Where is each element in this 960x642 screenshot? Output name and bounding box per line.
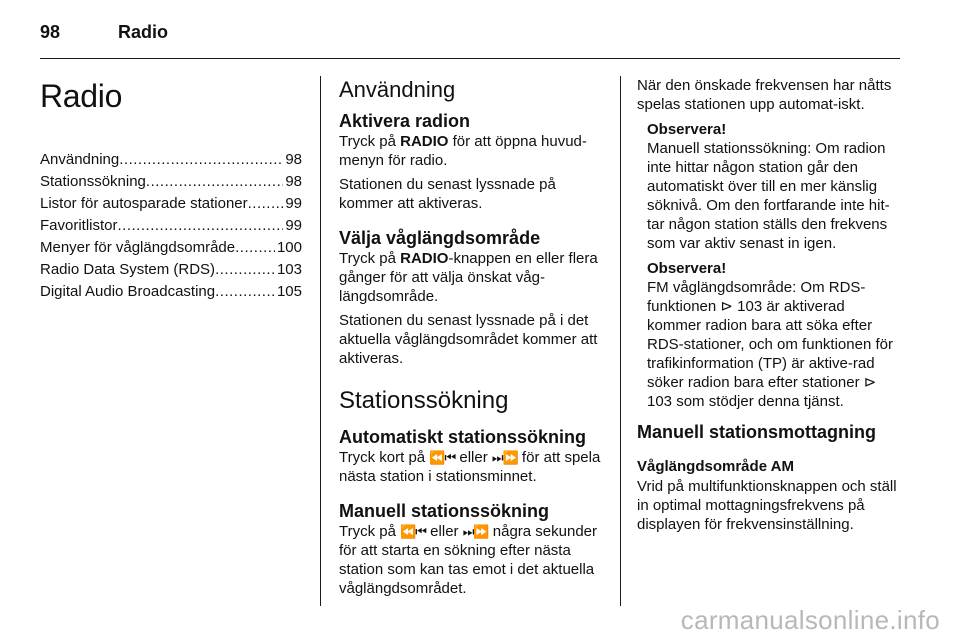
toc-leader-dots [248, 193, 284, 215]
page-reference-icon: ⊳ [720, 298, 733, 315]
toc-item-page: 103 [276, 261, 302, 278]
header-rule [40, 58, 900, 59]
toc-item[interactable] [40, 237, 302, 259]
toc-item[interactable] [40, 215, 302, 237]
running-section-title: Radio [118, 22, 169, 42]
page-header [40, 22, 920, 44]
page-number: 98 [40, 22, 61, 42]
chapter-title: Radio [40, 78, 123, 114]
page-reference-icon: ⊳ [863, 374, 877, 391]
toc-leader-dots [146, 171, 283, 193]
toc-item-page: 99 [285, 217, 302, 234]
toc-item-page: 105 [276, 283, 302, 300]
seek-back-icon: ⏪⏮ [429, 450, 456, 465]
toc-leader-dots [215, 259, 275, 281]
column-divider-1 [320, 76, 321, 606]
watermark: carmanualsonline.info [680, 605, 940, 635]
radio-button-label: RADIO [400, 133, 449, 150]
toc-item[interactable] [40, 281, 302, 303]
section-heading-stationssokning: Stationssökning [339, 387, 509, 414]
toc-item-title: Listor för autosparade stationer [40, 195, 248, 212]
paragraph: Tryck på ⏪⏮ eller ⏭⏩ några sekunder för att starta en sökning efter nästa station som kan tas emot i det aktuella våglängdsområdet. [339, 523, 597, 597]
note-box [637, 120, 903, 253]
subheading-valja-vaglangdsomrade: Välja våglängdsområde [339, 228, 541, 248]
note-label: Observera! [647, 121, 727, 138]
toc-item-page: 98 [285, 151, 302, 168]
paragraph: Stationen du senast lyssnade på i det aktuella våglängdsområdet kommer att aktiveras. [339, 312, 598, 367]
paragraph: Tryck på RADIO-knappen en eller flera gånger för att välja önskat våg-längdsområde. [339, 250, 598, 305]
content-column-2 [339, 66, 605, 603]
page-reference[interactable]: 103 [737, 298, 763, 315]
subheading-automatiskt: Automatiskt stationssökning [339, 427, 587, 447]
note-text: FM våglängdsområde: Om RDS-funktionen ⊳ 103 är aktiverad kommer radion bara att söka efter RDS-stationer, och om funktionen för trafikinformation (TP) är aktive-rad söker radion bara efter stationer ⊳ 103 som stödjer denna tjänst. [647, 279, 893, 410]
paragraph: Stationen du senast lyssnade på kommer att aktiveras. [339, 176, 556, 212]
seek-forward-icon: ⏭⏩ [491, 450, 518, 465]
toc-leader-dots [215, 281, 275, 303]
toc-item-title: Menyer för våglängdsområde [40, 239, 236, 256]
toc-item-title: Radio Data System (RDS) [40, 261, 216, 278]
toc-item-title: Stationssökning [40, 173, 146, 190]
toc-column [40, 66, 302, 303]
content-column-3 [637, 66, 903, 539]
toc-leader-dots [118, 215, 284, 237]
page-reference[interactable]: 103 [647, 393, 673, 410]
toc-item-title: Användning [40, 151, 120, 168]
toc-leader-dots [119, 149, 283, 171]
toc-item[interactable] [40, 149, 302, 171]
toc-list [40, 149, 302, 303]
toc-item-page: 99 [285, 195, 302, 212]
subheading-manuell: Manuell stationssökning [339, 501, 550, 521]
toc-item-page: 100 [276, 239, 302, 256]
toc-item-title: Favoritlistor [40, 217, 118, 234]
paragraph: Tryck kort på ⏪⏮ eller ⏭⏩ för att spela nästa station i stationsminnet. [339, 449, 601, 485]
note-box [637, 259, 903, 411]
paragraph: När den önskade frekvensen har nåtts spelas stationen upp automat-iskt. [637, 77, 892, 113]
toc-item-title: Digital Audio Broadcasting [40, 283, 216, 300]
seek-back-icon: ⏪⏮ [400, 524, 427, 539]
radio-button-label: RADIO [400, 250, 449, 267]
column-divider-2 [620, 76, 621, 606]
toc-item-page: 98 [285, 173, 302, 190]
paragraph: Tryck på RADIO för att öppna huvud-menyn för radio. [339, 133, 587, 169]
note-label: Observera! [647, 260, 727, 277]
section-heading-anvandning: Användning [339, 77, 456, 102]
subheading-am: Våglängdsområde AM [637, 458, 794, 475]
toc-item[interactable] [40, 259, 302, 281]
toc-item[interactable] [40, 171, 302, 193]
subheading-aktivera-radion: Aktivera radion [339, 111, 471, 131]
toc-item[interactable] [40, 193, 302, 215]
toc-leader-dots [235, 237, 275, 259]
paragraph: Vrid på multifunktionsknappen och ställ in optimal mottagningsfrekvens på displayen för frekvensinställning. [637, 478, 897, 533]
note-text: Manuell stationssökning: Om radion inte hittar någon station går den automatiskt över till en mer känslig söknivå. Om den fortfarande inte hit-tar någon station ställs den frekvens som var aktiv senast in igen. [647, 140, 890, 252]
subheading-manuell-mottagning: Manuell stationsmottagning [637, 422, 877, 442]
seek-forward-icon: ⏭⏩ [462, 524, 489, 539]
